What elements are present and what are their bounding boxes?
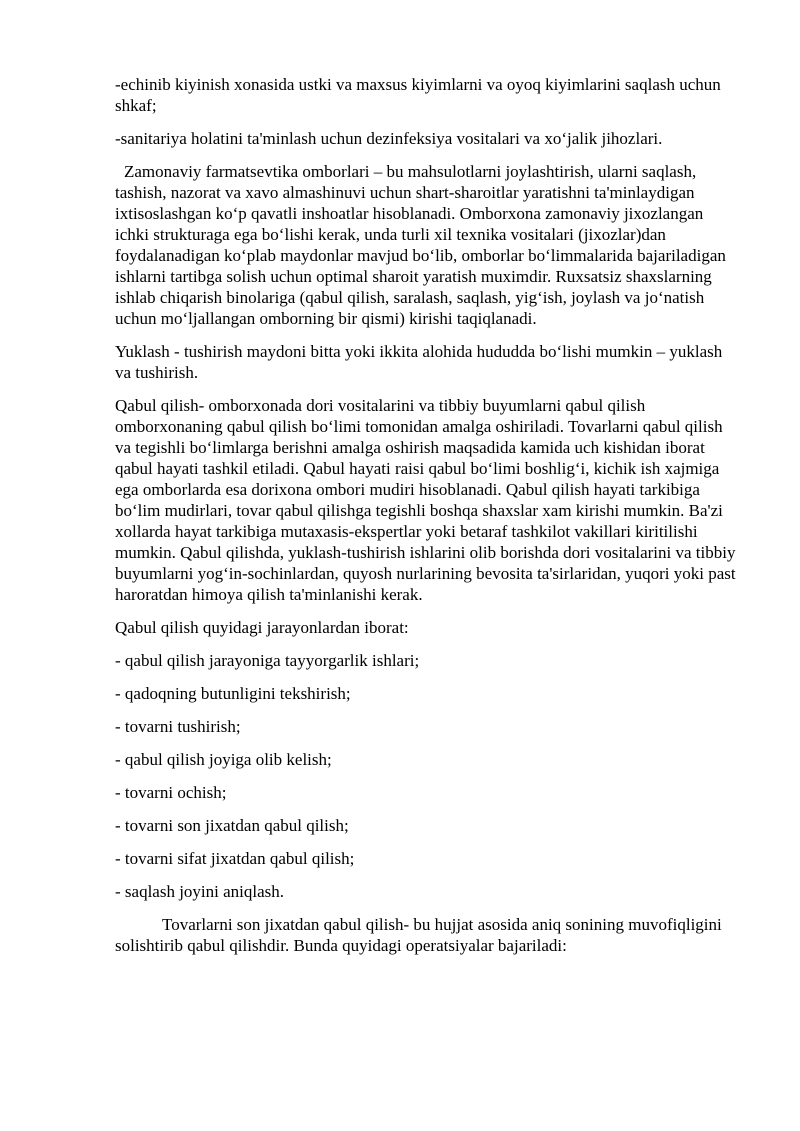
paragraph-acceptance: Qabul qilish- omborxonada dori vositalarini va tibbiy buyumlarni qabul qilish omborxonaning qabul qilish boʻlimi tomonidan amalga oshiriladi. Tovarlarni qabul qilish va tegishli boʻlimlarga berishni amalga oshirish maqsadida kamida uch kishidan iborat qabul hayati tashkil etiladi. Qabul hayati raisi qabul boʻlimi boshligʻi, kichik ish xajmiga ega omborlarda esa dorixona ombori mudiri hisoblanadi. Qabul qilish hayati tarkibiga boʻlim mudirlari, tovar qabul qilishga tegishli boshqa shaxslar xam kirishi mumkin. Ba'zi xollarda hayat tarkibiga mutaxasis-ekspertlar yoki betaraf tashkilot vakillari kiritilishi mumkin. Qabul qilishda, yuklash-tushirish ishlarini olib borishda dori vositalarini va tibbiy buyumlarni yogʻin-sochinlardan, quyosh nurlarining bevosita ta'sirlaridan, yuqori yoki past haroratdan himoya qilish ta'minlanishi kerak. [115,396,736,604]
paragraph-quantity-acceptance: Tovarlarni son jixatdan qabul qilish- bu hujjat asosida aniq sonining muvofiqligini solishtirib qabul qilishdir. Bunda quyidagi operatsiyalar bajariladi: [115,915,722,955]
list-item: - saqlash joyini aniqlash. [115,882,285,901]
list-item: - qadoqning butunligini tekshirish; [115,684,351,703]
list-item: - tovarni sifat jixatdan qabul qilish; [115,849,355,868]
paragraph-wardrobe: -echinib kiyinish xonasida ustki va maxsus kiyimlarni va oyoq kiyimlarini saqlash uchun shkaf; [115,75,721,115]
list-item: - qabul qilish jarayoniga tayyorgarlik ishlari; [115,651,420,670]
list-item: - tovarni tushirish; [115,717,241,736]
paragraph-loading-area: Yuklash - tushirish maydoni bitta yoki ikkita alohida hududda boʻlishi mumkin – yuklash va tushirish. [115,342,723,382]
paragraph-sanitation: -sanitariya holatini ta'minlash uchun dezinfeksiya vositalari va xoʻjalik jihozlari. [115,129,663,148]
list-item: - tovarni son jixatdan qabul qilish; [115,816,349,835]
paragraph-acceptance-steps-intro: Qabul qilish quyidagi jarayonlardan iborat: [115,618,409,637]
list-item: - tovarni ochish; [115,783,227,802]
document-page [115,74,740,968]
list-item: - qabul qilish joyiga olib kelish; [115,750,332,769]
paragraph-modern-warehouses: Zamonaviy farmatsevtika omborlari – bu mahsulotlarni joylashtirish, ularni saqlash, tashish, nazorat va xavo almashinuvi uchun shart-sharoitlar yaratishni ta'minlaydigan ixtisoslashgan koʻp qavatli inshoatlar hisoblanadi. Omborxona zamonaviy jixozlangan ichki strukturaga ega boʻlishi kerak, unda turli xil texnika vositalari (jixozlar)dan foydalanadigan koʻplab maydonlar mavjud boʻlib, omborlar boʻlimmalarida bajariladigan ishlarni tartibga solish uchun optimal sharoit yaratish muximdir. Ruxsatsiz shaxslarning ishlab chiqarish binolariga (qabul qilish, saralash, saqlash, yigʻish, joylash va joʻnatish uchun moʻljallangan omborning bir qismi) kirishi taqiqlanadi. [115,162,726,328]
